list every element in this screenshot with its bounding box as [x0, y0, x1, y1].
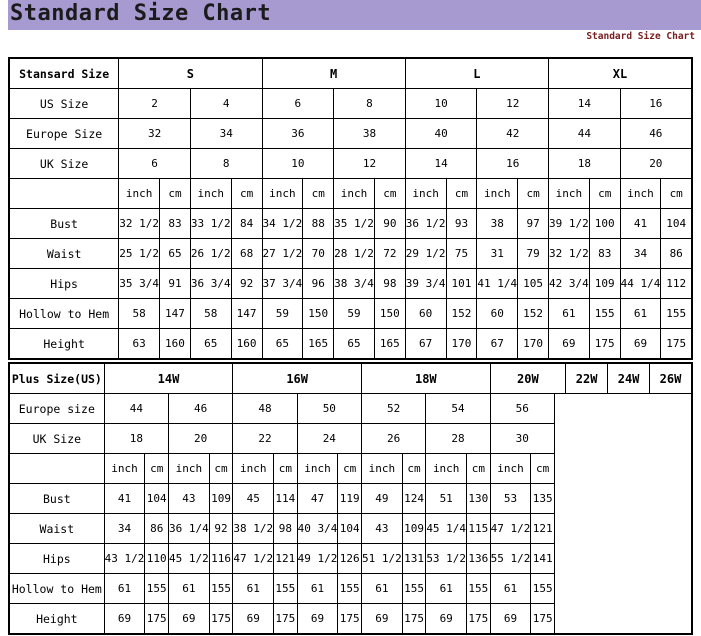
measure-cell: 136	[467, 544, 491, 574]
measure-cell: 45 1/2	[169, 544, 210, 574]
measure-cell: 32 1/2	[549, 239, 590, 269]
measure-cell: 38 1/2	[233, 514, 274, 544]
measure-cell: 34	[620, 239, 661, 269]
measure-cell: 69	[104, 604, 145, 635]
table-cell: 12	[334, 149, 406, 179]
unit-header-cell: inch	[334, 179, 375, 209]
measure-cell: 152	[446, 299, 477, 329]
table-cell: 20	[169, 424, 233, 454]
measure-cell: 72	[374, 239, 405, 269]
measure-cell: 175	[402, 604, 426, 635]
plus-size-table	[8, 362, 693, 635]
table-cell: 34	[190, 119, 262, 149]
measure-cell: 69	[549, 329, 590, 360]
measure-cell: 109	[589, 269, 620, 299]
table-cell: 56	[490, 394, 554, 424]
table-cell: 6	[262, 89, 334, 119]
table-cell: 14	[405, 149, 477, 179]
table-row-label: UK Size	[9, 424, 104, 454]
table-cell: 54	[426, 394, 490, 424]
measure-cell: 44 1/4	[620, 269, 661, 299]
measure-cell: 36 3/4	[190, 269, 231, 299]
measure-cell: 47	[297, 484, 338, 514]
measure-cell: 32 1/2	[119, 209, 160, 239]
measure-cell: 69	[169, 604, 210, 635]
table-cell: 44	[549, 119, 621, 149]
measure-row-label: Hollow to Hem	[9, 574, 104, 604]
table-cell: 14	[549, 89, 621, 119]
measure-cell: 116	[209, 544, 233, 574]
measure-cell: 83	[589, 239, 620, 269]
measure-cell: 155	[274, 574, 298, 604]
measure-cell: 155	[209, 574, 233, 604]
group-size-header: XL	[549, 58, 692, 89]
table-cell: 4	[190, 89, 262, 119]
measure-cell: 39 1/2	[549, 209, 590, 239]
measure-cell: 40 3/4	[297, 514, 338, 544]
measure-cell: 49	[361, 484, 402, 514]
measure-cell: 96	[303, 269, 334, 299]
measure-cell: 90	[374, 209, 405, 239]
measure-cell: 61	[169, 574, 210, 604]
measure-cell: 43 1/2	[104, 544, 145, 574]
measure-row-label: Bust	[9, 209, 119, 239]
measure-cell: 75	[446, 239, 477, 269]
unit-header-cell: inch	[405, 179, 446, 209]
measure-cell: 34 1/2	[262, 209, 303, 239]
measure-cell: 63	[119, 329, 160, 360]
measure-cell: 27 1/2	[262, 239, 303, 269]
table-cell: 2	[119, 89, 191, 119]
unit-header-cell: cm	[303, 179, 334, 209]
measure-cell: 61	[490, 574, 531, 604]
group-size-header: 26W	[650, 363, 692, 394]
unit-header-cell: inch	[297, 454, 338, 484]
measure-cell: 109	[402, 514, 426, 544]
unit-header-cell: cm	[231, 179, 262, 209]
plus-size-table-container	[8, 362, 693, 635]
unit-header-cell: inch	[119, 179, 160, 209]
unit-row-label	[9, 454, 104, 484]
measure-cell: 98	[274, 514, 298, 544]
table-row-label-header: Stansard Size	[9, 58, 119, 89]
measure-cell: 155	[661, 299, 692, 329]
measure-cell: 165	[303, 329, 334, 360]
group-size-header: 16W	[233, 363, 362, 394]
unit-header-cell: cm	[274, 454, 298, 484]
table-cell: 10	[262, 149, 334, 179]
measure-cell: 60	[405, 299, 446, 329]
measure-cell: 93	[446, 209, 477, 239]
unit-header-cell: cm	[402, 454, 426, 484]
table-cell: 32	[119, 119, 191, 149]
standard-size-table-container	[8, 57, 693, 360]
measure-row-label: Bust	[9, 484, 104, 514]
measure-cell: 34	[104, 514, 145, 544]
measure-cell: 47 1/2	[490, 514, 531, 544]
measure-cell: 155	[467, 574, 491, 604]
measure-cell: 60	[477, 299, 518, 329]
measure-cell: 121	[274, 544, 298, 574]
measure-cell: 70	[303, 239, 334, 269]
measure-cell: 141	[531, 544, 555, 574]
measure-cell: 131	[402, 544, 426, 574]
unit-header-cell: inch	[490, 454, 531, 484]
measure-cell: 65	[160, 239, 191, 269]
table-cell: 22	[233, 424, 297, 454]
measure-cell: 69	[233, 604, 274, 635]
measure-cell: 104	[661, 209, 692, 239]
measure-cell: 86	[145, 514, 169, 544]
measure-cell: 26 1/2	[190, 239, 231, 269]
measure-cell: 98	[374, 269, 405, 299]
unit-header-cell: cm	[661, 179, 692, 209]
table-cell: 26	[361, 424, 425, 454]
measure-cell: 84	[231, 209, 262, 239]
measure-cell: 124	[402, 484, 426, 514]
measure-row-label: Waist	[9, 514, 104, 544]
group-size-header: 22W	[566, 363, 608, 394]
measure-cell: 104	[338, 514, 362, 544]
measure-cell: 55 1/2	[490, 544, 531, 574]
unit-header-cell: inch	[426, 454, 467, 484]
table-cell: 46	[620, 119, 692, 149]
measure-cell: 45 1/4	[426, 514, 467, 544]
measure-cell: 38	[477, 209, 518, 239]
measure-cell: 47 1/2	[233, 544, 274, 574]
measure-row-label: Height	[9, 604, 104, 635]
measure-cell: 150	[374, 299, 405, 329]
measure-cell: 79	[518, 239, 549, 269]
measure-cell: 67	[477, 329, 518, 360]
measure-cell: 65	[262, 329, 303, 360]
measure-cell: 86	[661, 239, 692, 269]
measure-cell: 83	[160, 209, 191, 239]
measure-cell: 59	[262, 299, 303, 329]
measure-cell: 37 3/4	[262, 269, 303, 299]
measure-cell: 155	[531, 574, 555, 604]
standard-size-table	[8, 57, 693, 360]
table-cell: 28	[426, 424, 490, 454]
measure-cell: 41 1/4	[477, 269, 518, 299]
measure-cell: 41	[620, 209, 661, 239]
table-cell: 38	[334, 119, 406, 149]
measure-cell: 61	[620, 299, 661, 329]
measure-cell: 92	[209, 514, 233, 544]
measure-cell: 69	[426, 604, 467, 635]
measure-cell: 155	[338, 574, 362, 604]
measure-cell: 165	[374, 329, 405, 360]
table-cell: 20	[620, 149, 692, 179]
measure-cell: 65	[334, 329, 375, 360]
page-title: Standard Size Chart	[10, 1, 272, 26]
measure-cell: 61	[233, 574, 274, 604]
measure-cell: 175	[531, 604, 555, 635]
measure-cell: 41	[104, 484, 145, 514]
unit-header-cell: cm	[374, 179, 405, 209]
measure-cell: 92	[231, 269, 262, 299]
table-cell: 18	[104, 424, 168, 454]
measure-cell: 175	[589, 329, 620, 360]
measure-cell: 150	[303, 299, 334, 329]
measure-cell: 121	[531, 514, 555, 544]
unit-header-cell: inch	[361, 454, 402, 484]
measure-cell: 42 3/4	[549, 269, 590, 299]
unit-header-cell: cm	[531, 454, 555, 484]
table-row-label: US Size	[9, 89, 119, 119]
table-cell: 8	[190, 149, 262, 179]
table-cell: 18	[549, 149, 621, 179]
table-cell: 16	[477, 149, 549, 179]
measure-cell: 67	[405, 329, 446, 360]
table-cell: 40	[405, 119, 477, 149]
measure-cell: 112	[661, 269, 692, 299]
measure-cell: 58	[119, 299, 160, 329]
measure-cell: 31	[477, 239, 518, 269]
measure-cell: 105	[518, 269, 549, 299]
table-cell: 46	[169, 394, 233, 424]
unit-header-cell: inch	[477, 179, 518, 209]
table-cell: 6	[119, 149, 191, 179]
measure-cell: 97	[518, 209, 549, 239]
table-row-label: UK Size	[9, 149, 119, 179]
measure-cell: 104	[145, 484, 169, 514]
measure-cell: 91	[160, 269, 191, 299]
measure-row-label: Hips	[9, 269, 119, 299]
unit-header-cell: cm	[145, 454, 169, 484]
unit-header-cell: inch	[233, 454, 274, 484]
measure-cell: 33 1/2	[190, 209, 231, 239]
group-size-header: 14W	[104, 363, 233, 394]
measure-cell: 51 1/2	[361, 544, 402, 574]
measure-cell: 69	[297, 604, 338, 635]
table-row-label-header: Plus Size(US)	[9, 363, 104, 394]
group-size-header: S	[119, 58, 262, 89]
measure-cell: 160	[160, 329, 191, 360]
measure-cell: 36 1/4	[169, 514, 210, 544]
table-cell: 8	[334, 89, 406, 119]
measure-cell: 100	[589, 209, 620, 239]
measure-cell: 101	[446, 269, 477, 299]
unit-header-cell: inch	[620, 179, 661, 209]
measure-cell: 170	[518, 329, 549, 360]
measure-cell: 35 1/2	[334, 209, 375, 239]
unit-header-cell: cm	[209, 454, 233, 484]
header-band-notch	[0, 0, 8, 30]
table-row-label: Europe size	[9, 394, 104, 424]
measure-cell: 170	[446, 329, 477, 360]
measure-cell: 160	[231, 329, 262, 360]
group-size-header: 18W	[361, 363, 490, 394]
table-cell: 30	[490, 424, 554, 454]
corner-watermark-label: Standard Size Chart	[586, 31, 695, 42]
unit-header-cell: cm	[338, 454, 362, 484]
measure-cell: 114	[274, 484, 298, 514]
table-cell: 52	[361, 394, 425, 424]
measure-cell: 69	[361, 604, 402, 635]
unit-header-cell: inch	[104, 454, 145, 484]
group-size-header: M	[262, 58, 405, 89]
measure-cell: 69	[490, 604, 531, 635]
measure-cell: 175	[661, 329, 692, 360]
table-cell: 36	[262, 119, 334, 149]
measure-cell: 36 1/2	[405, 209, 446, 239]
measure-cell: 28 1/2	[334, 239, 375, 269]
measure-cell: 175	[209, 604, 233, 635]
table-cell: 48	[233, 394, 297, 424]
measure-cell: 155	[589, 299, 620, 329]
unit-header-cell: cm	[160, 179, 191, 209]
measure-row-label: Waist	[9, 239, 119, 269]
group-size-header: 24W	[608, 363, 650, 394]
measure-cell: 45	[233, 484, 274, 514]
measure-cell: 25 1/2	[119, 239, 160, 269]
measure-cell: 61	[297, 574, 338, 604]
measure-cell: 43	[169, 484, 210, 514]
unit-header-cell: inch	[169, 454, 210, 484]
measure-cell: 68	[231, 239, 262, 269]
measure-cell: 58	[190, 299, 231, 329]
unit-header-cell: inch	[190, 179, 231, 209]
table-cell: 50	[297, 394, 361, 424]
measure-cell: 88	[303, 209, 334, 239]
measure-cell: 110	[145, 544, 169, 574]
measure-row-label: Height	[9, 329, 119, 360]
table-cell: 24	[297, 424, 361, 454]
unit-header-cell: cm	[589, 179, 620, 209]
measure-row-label: Hips	[9, 544, 104, 574]
table-cell: 12	[477, 89, 549, 119]
measure-cell: 69	[620, 329, 661, 360]
measure-cell: 61	[549, 299, 590, 329]
measure-cell: 152	[518, 299, 549, 329]
measure-cell: 43	[361, 514, 402, 544]
measure-row-label: Hollow to Hem	[9, 299, 119, 329]
unit-row-label	[9, 179, 119, 209]
table-cell: 42	[477, 119, 549, 149]
unit-header-cell: cm	[446, 179, 477, 209]
table-cell: 16	[620, 89, 692, 119]
group-size-header: 20W	[490, 363, 566, 394]
measure-cell: 175	[338, 604, 362, 635]
measure-cell: 147	[231, 299, 262, 329]
measure-cell: 49 1/2	[297, 544, 338, 574]
measure-cell: 155	[145, 574, 169, 604]
measure-cell: 53	[490, 484, 531, 514]
measure-cell: 51	[426, 484, 467, 514]
table-cell: 10	[405, 89, 477, 119]
measure-cell: 65	[190, 329, 231, 360]
measure-cell: 61	[426, 574, 467, 604]
measure-cell: 29 1/2	[405, 239, 446, 269]
table-row-label: Europe Size	[9, 119, 119, 149]
measure-cell: 61	[361, 574, 402, 604]
measure-cell: 155	[402, 574, 426, 604]
unit-header-cell: cm	[518, 179, 549, 209]
page-header	[0, 0, 701, 44]
measure-cell: 39 3/4	[405, 269, 446, 299]
measure-cell: 115	[467, 514, 491, 544]
measure-cell: 53 1/2	[426, 544, 467, 574]
measure-cell: 175	[467, 604, 491, 635]
unit-header-cell: cm	[467, 454, 491, 484]
measure-cell: 119	[338, 484, 362, 514]
measure-cell: 109	[209, 484, 233, 514]
measure-cell: 59	[334, 299, 375, 329]
measure-cell: 147	[160, 299, 191, 329]
measure-cell: 175	[145, 604, 169, 635]
measure-cell: 175	[274, 604, 298, 635]
unit-header-cell: inch	[262, 179, 303, 209]
unit-header-cell: inch	[549, 179, 590, 209]
group-size-header: L	[405, 58, 548, 89]
table-cell: 44	[104, 394, 168, 424]
measure-cell: 126	[338, 544, 362, 574]
measure-cell: 130	[467, 484, 491, 514]
measure-cell: 61	[104, 574, 145, 604]
measure-cell: 135	[531, 484, 555, 514]
measure-cell: 38 3/4	[334, 269, 375, 299]
measure-cell: 35 3/4	[119, 269, 160, 299]
